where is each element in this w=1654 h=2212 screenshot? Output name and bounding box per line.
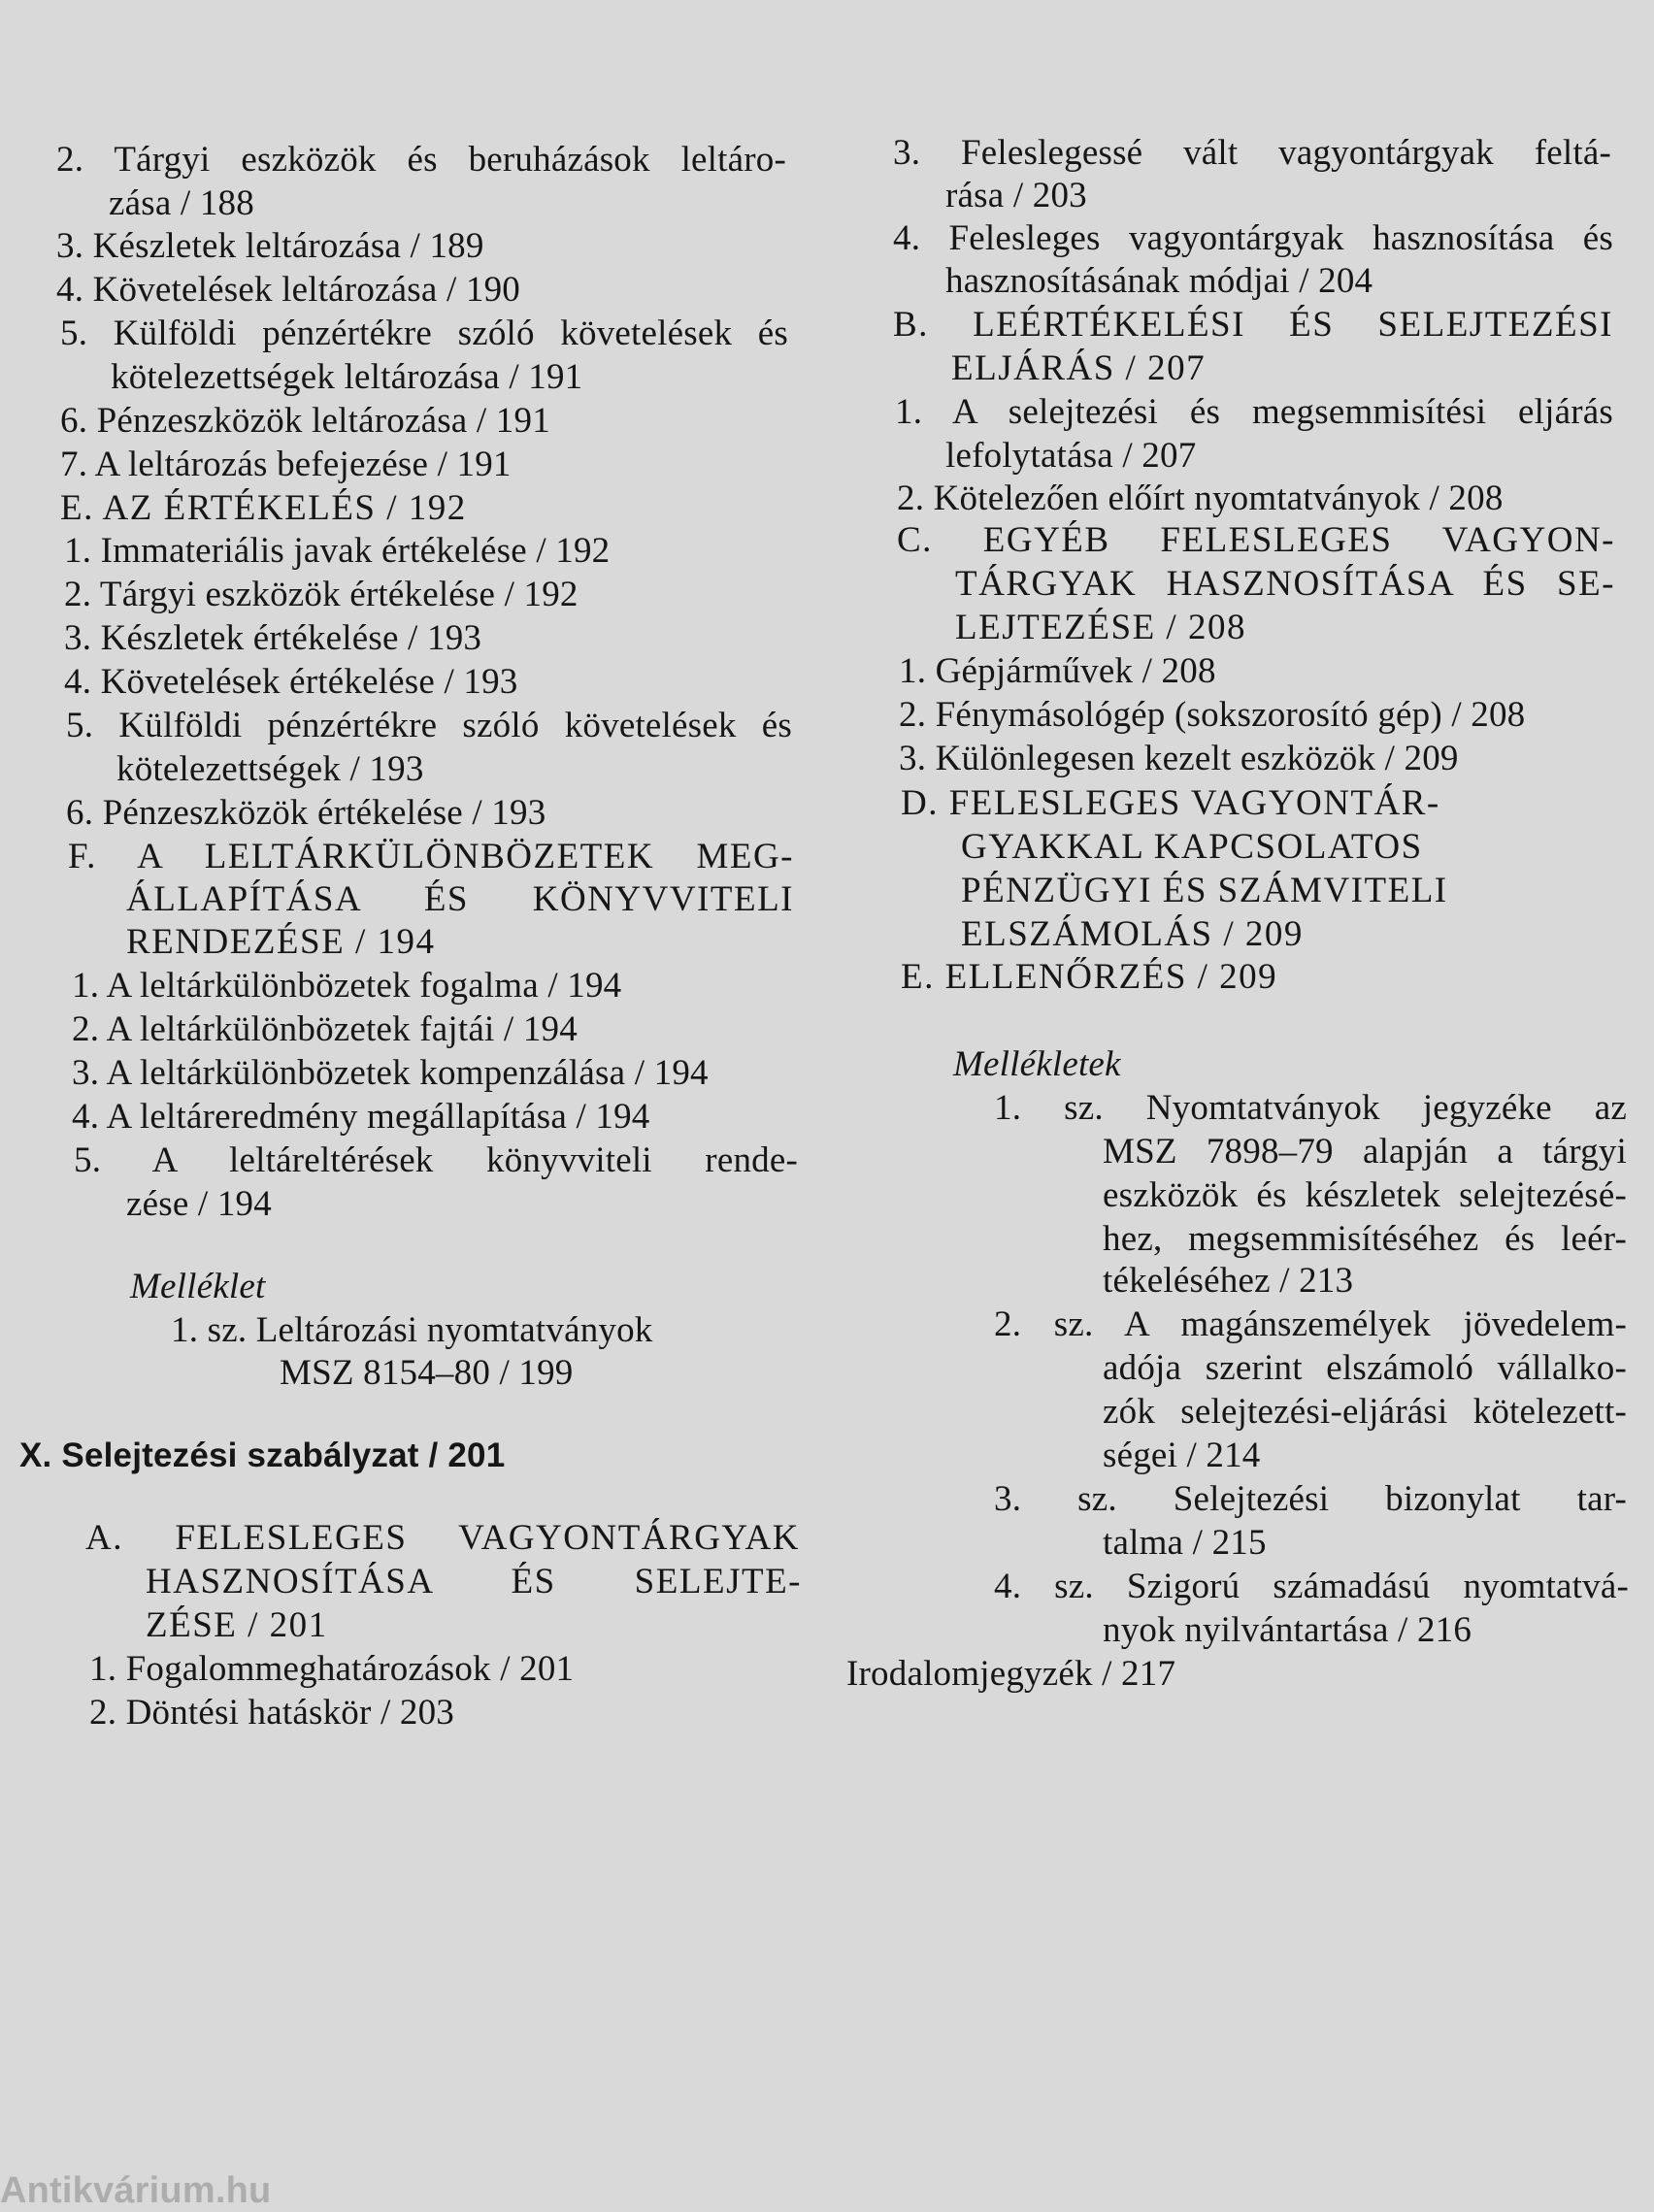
toc-line: 2. sz. A magánszemélyek jövedelem- — [994, 1304, 1627, 1344]
toc-line: 1. A selejtezési és megsemmisítési eljárás — [895, 392, 1613, 432]
toc-line: kötelezettségek leltározása / 191 — [111, 357, 583, 397]
toc-line: 3. Feleslegessé vált vagyontárgyak feltá- — [893, 133, 1611, 173]
toc-line: lefolytatása / 207 — [945, 436, 1197, 476]
section-heading: TÁRGYAK HASZNOSÍTÁSA ÉS SE- — [955, 564, 1615, 604]
section-heading: C. EGYÉB FELESLEGES VAGYON- — [897, 520, 1615, 560]
section-heading: ZÉSE / 201 — [146, 1605, 328, 1645]
toc-line: 2. Döntési hatáskör / 203 — [89, 1693, 454, 1733]
toc-line: 2. A leltárkülönbözetek fajtái / 194 — [72, 1009, 578, 1049]
toc-line: 5. Külföldi pénzértékre szóló követelések és — [60, 314, 788, 353]
appendix-heading: Melléklet — [130, 1267, 266, 1306]
section-heading: E. ELLENŐRZÉS / 209 — [901, 957, 1278, 997]
toc-line: 4. Felesleges vagyontárgyak hasznosítása és — [893, 218, 1613, 258]
toc-line: 3. sz. Selejtezési bizonylat tar- — [994, 1479, 1627, 1519]
toc-line: zése / 194 — [126, 1184, 272, 1224]
toc-line: MSZ 7898–79 alapján a tárgyi — [1103, 1132, 1627, 1172]
toc-line: 2. Kötelezően előírt nyomtatványok / 208 — [897, 479, 1504, 518]
section-heading: GYAKKAL KAPCSOLATOS — [961, 827, 1423, 867]
bibliography-line: Irodalomjegyzék / 217 — [846, 1654, 1176, 1694]
toc-line: 1. Gépjárművek / 208 — [899, 651, 1216, 691]
section-heading: ELJÁRÁS / 207 — [951, 348, 1207, 388]
toc-line: zók selejtezési-eljárási kötelezett- — [1103, 1392, 1627, 1432]
section-heading: D. FELESLEGES VAGYONTÁR- — [901, 783, 1440, 823]
toc-line: 1. sz. Leltározási nyomtatványok — [171, 1310, 653, 1350]
section-heading: B. LEÉRTÉKELÉSI ÉS SELEJTEZÉSI — [893, 305, 1613, 345]
section-heading: A. FELESLEGES VAGYONTÁRGYAK — [85, 1518, 800, 1558]
toc-line: kötelezettségek / 193 — [116, 749, 424, 789]
toc-line: talma / 215 — [1103, 1523, 1267, 1563]
toc-line: 1. Fogalommeghatározások / 201 — [89, 1649, 575, 1689]
toc-line: 5. Külföldi pénzértékre szóló követelések és — [66, 706, 792, 745]
section-heading: ÁLLAPÍTÁSA ÉS KÖNYVVITELI — [126, 879, 794, 919]
toc-line: rása / 203 — [945, 176, 1087, 215]
toc-line: nyok nyilvántartása / 216 — [1103, 1610, 1472, 1650]
toc-line: 5. A leltáreltérések könyvviteli rende- — [74, 1140, 798, 1180]
toc-line: eszközök és készletek selejtezésé- — [1103, 1175, 1627, 1215]
toc-line: 4. Követelések értékelése / 193 — [64, 662, 518, 702]
toc-line: 7. A leltározás befejezése / 191 — [60, 445, 512, 484]
toc-line: 2. Fénymásológép (sokszorosító gép) / 208 — [899, 695, 1526, 735]
toc-line: 4. A leltáreredmény megállapítása / 194 — [72, 1097, 650, 1137]
toc-line: 4. Követelések leltározása / 190 — [56, 270, 520, 310]
toc-line: 3. Különlegesen kezelt eszközök / 209 — [899, 739, 1459, 778]
section-heading: LEJTEZÉSE / 208 — [955, 608, 1246, 647]
toc-line: MSZ 8154–80 / 199 — [280, 1353, 574, 1393]
toc-line: 6. Pénzeszközök értékelése / 193 — [66, 793, 546, 833]
toc-line: adója szerint elszámoló vállalko- — [1103, 1348, 1627, 1388]
chapter-heading: X. Selejtezési szabályzat / 201 — [19, 1436, 506, 1474]
section-heading: E. AZ ÉRTÉKELÉS / 192 — [60, 488, 467, 528]
toc-line: 1. Immateriális javak értékelése / 192 — [64, 531, 611, 571]
section-heading: RENDEZÉSE / 194 — [126, 922, 436, 962]
section-heading: F. A LELTÁRKÜLÖNBÖZETEK MEG- — [68, 837, 794, 876]
toc-line: 1. A leltárkülönbözetek fogalma / 194 — [72, 966, 622, 1006]
section-heading: PÉNZÜGYI ÉS SZÁMVITELI — [961, 871, 1448, 910]
section-heading: HASZNOSÍTÁSA ÉS SELEJTE- — [146, 1562, 802, 1601]
toc-line: 4. sz. Szigorú számadású nyomtatvá- — [994, 1567, 1629, 1606]
toc-line: 1. sz. Nyomtatványok jegyzéke az — [994, 1088, 1627, 1128]
section-heading: ELSZÁMOLÁS / 209 — [961, 914, 1304, 954]
toc-line: 6. Pénzeszközök leltározása / 191 — [60, 401, 550, 441]
toc-line: ségei / 214 — [1103, 1436, 1261, 1475]
toc-line: 3. A leltárkülönbözetek kompenzálása / 194 — [72, 1053, 709, 1093]
toc-line: 3. Készletek értékelése / 193 — [64, 618, 482, 658]
toc-line: tékeléséhez / 213 — [1103, 1261, 1354, 1301]
toc-line: 3. Készletek leltározása / 189 — [56, 226, 484, 266]
toc-line: 2. Tárgyi eszközök értékelése / 192 — [64, 575, 579, 614]
appendix-heading: Mellékletek — [953, 1044, 1121, 1084]
toc-line: hez, megsemmisítéséhez és leér- — [1103, 1219, 1627, 1259]
watermark: Antikvárium.hu — [0, 2170, 272, 2211]
toc-line: zása / 188 — [109, 183, 254, 223]
toc-line: hasznosításának módjai / 204 — [945, 261, 1373, 301]
toc-line: 2. Tárgyi eszközök és beruházások leltáro- — [56, 140, 786, 180]
